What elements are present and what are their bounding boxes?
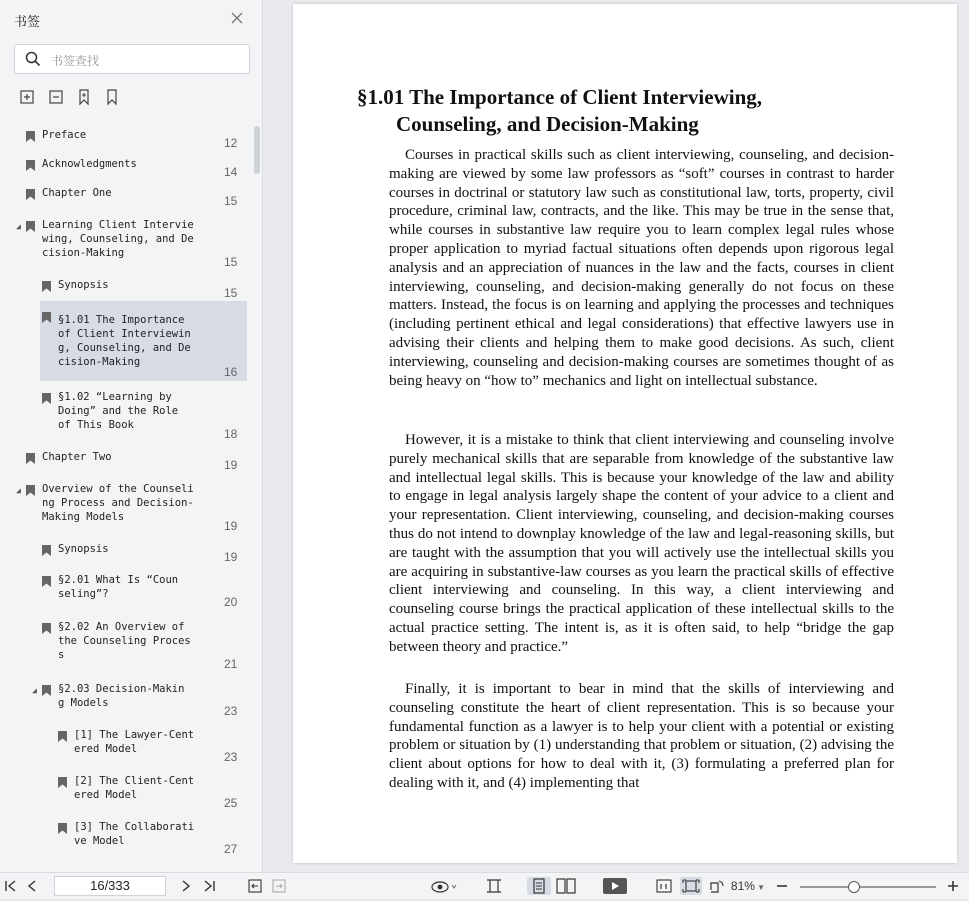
sidebar-title: 书签 <box>14 15 41 30</box>
bookmark-flag-icon <box>42 685 51 696</box>
bookmark-label: Overview of the Counseli ng Process and Decision- Making Models <box>42 483 194 523</box>
bookmark-list <box>0 120 252 872</box>
bookmark-item[interactable] <box>42 620 246 672</box>
single-page-scroll-icon[interactable] <box>485 877 503 895</box>
bookmark-label: Preface <box>42 129 87 141</box>
bookmark-page: 15 <box>224 286 238 300</box>
fit-page-icon <box>680 877 702 895</box>
bookmark-flag-icon <box>42 545 51 556</box>
actual-size-icon[interactable] <box>656 877 672 895</box>
bookmark-page: 12 <box>224 136 238 150</box>
bookmark-page: 25 <box>224 796 238 810</box>
bookmark-item[interactable] <box>16 482 246 534</box>
single-page-button[interactable] <box>527 877 551 895</box>
zoom-out-icon[interactable] <box>775 877 789 895</box>
play-slideshow-icon[interactable] <box>602 877 628 895</box>
bookmark-flag-icon <box>26 131 35 142</box>
bookmark-item[interactable] <box>42 542 246 566</box>
document-page <box>293 4 957 863</box>
bookmark-label: Synopsis <box>58 279 109 291</box>
paragraph-3: Finally, it is important to bear in mind that the skills of interviewing and counseling constitute the heart of client representation. This is so because your fundamental function as a lawyer is to help your client with a potential or existing problem or situation by (1) understanding that problem or situation, (2) advising the client about options for how to deal with it, (3) formulating a preferred plan for dealing with it, and (4) implementing that <box>389 681 894 791</box>
zoom-level-select[interactable] <box>728 877 768 895</box>
previous-page-icon[interactable] <box>26 877 38 895</box>
collapse-all-icon[interactable] <box>47 88 65 106</box>
bookmark-flag-icon <box>58 777 67 788</box>
bookmark-item-selected[interactable] <box>40 301 247 381</box>
search-icon <box>25 51 41 67</box>
heading-line-2: Counseling, and Decision-Making <box>396 112 699 136</box>
paragraph-2: However, it is a mistake to think that client interviewing and counseling involve purely mechanical skills that are separable from knowledge of the substantive law and intellectual legal skills. This is because your knowledge of the law and ability to engage in legal analysis largely shape the content of your advice to a client and your representation. Client interviewing, counseling, and decision-making courses thus do not intend to downplay knowledge of the law and legal-reasoning skills, but are taught with the assumption that you will actively use the intellectual skills you are acquiring in substantive-law courses as you learn the practical skills of effective client interviewing and counseling. In this way, a client interviewing and counseling course brings the practical application of these intellectual skills to the actual practice setting. The intent is, as it is often said, to help “bridge the gap between theory and practice.” <box>389 432 894 655</box>
first-page-icon[interactable] <box>4 877 18 895</box>
search-placeholder: 书签查找 <box>51 54 100 68</box>
bookmark-label: [3] The Collaborati ve Model <box>74 821 195 847</box>
collapse-arrow-icon[interactable]: ◢ <box>16 222 21 231</box>
bookmark-flag-icon <box>42 312 51 323</box>
section-heading <box>357 84 897 138</box>
bookmark-label: §2.03 Decision-Makin g Models <box>58 683 185 709</box>
two-page-icon[interactable] <box>556 877 576 895</box>
single-page-icon <box>527 877 551 895</box>
zoom-slider-track[interactable] <box>800 886 936 888</box>
bookmark-item[interactable] <box>58 820 246 858</box>
rotate-icon[interactable] <box>708 877 726 895</box>
bookmark-item[interactable] <box>42 278 246 302</box>
bookmark-icon[interactable] <box>103 88 121 106</box>
bookmark-page: 15 <box>224 255 238 269</box>
back-icon[interactable] <box>247 877 263 895</box>
chevron-down-icon: ▼ <box>754 883 766 892</box>
bookmark-label: §2.01 What Is “Coun seling”? <box>58 574 179 600</box>
bookmark-page: 27 <box>224 842 238 856</box>
bookmark-search-input[interactable] <box>14 44 250 74</box>
bookmark-item[interactable] <box>42 573 246 611</box>
page-number-input[interactable]: 16/333 <box>54 876 166 896</box>
eye-care-icon[interactable] <box>430 877 458 895</box>
bookmark-label: §1.01 The Importance of Client Interviewin g, Counseling, and De cision-Making <box>58 314 191 368</box>
heading-line-1: §1.01 The Importance of Client Interviewing, <box>357 85 762 109</box>
bookmark-flag-icon <box>42 393 51 404</box>
bookmark-label: Acknowledgments <box>42 158 137 170</box>
bookmark-page: 20 <box>224 595 238 609</box>
bookmark-page: 14 <box>224 165 238 179</box>
collapse-arrow-icon[interactable]: ◢ <box>32 686 37 695</box>
bookmark-label: Chapter One <box>42 187 112 199</box>
fit-page-button[interactable] <box>680 877 702 895</box>
bottom-toolbar <box>0 872 969 899</box>
bookmark-sidebar <box>0 0 263 872</box>
bookmark-page: 21 <box>224 657 238 671</box>
bookmark-label: §2.02 An Overview of the Counseling Proces s <box>58 621 191 661</box>
add-bookmark-icon[interactable] <box>75 88 93 106</box>
bookmark-label: [1] The Lawyer-Cent ered Model <box>74 729 195 755</box>
zoom-slider-handle[interactable] <box>848 881 860 893</box>
bookmark-flag-icon <box>58 731 67 742</box>
collapse-arrow-icon[interactable]: ◢ <box>16 486 21 495</box>
bookmark-label: Synopsis <box>58 543 109 555</box>
bookmark-page: 18 <box>224 427 238 441</box>
next-page-icon[interactable] <box>180 877 192 895</box>
bookmark-flag-icon <box>42 623 51 634</box>
bookmark-page: 23 <box>224 704 238 718</box>
bookmark-flag-icon <box>42 281 51 292</box>
bookmark-item[interactable] <box>26 157 246 181</box>
expand-all-icon[interactable] <box>18 88 36 106</box>
bookmark-flag-icon <box>42 576 51 587</box>
bookmark-label: Chapter Two <box>42 451 112 463</box>
bookmark-item[interactable] <box>32 682 246 720</box>
paragraph-1: Courses in practical skills such as client interviewing, counseling, and decision-making are viewed by some law professors as “soft” courses in contrast to harder courses in doctrinal or statutory law such as constitutional law, torts, property, civil procedure, criminal law, contracts, and the like. This may be true in the sense that, while courses in substantive law require you to learn complex legal rules whose proper application to myriad factual situations often depends upon rigorous legal analysis and an appreciation of nuances in the law and the facts, courses in client interviewing, counseling, and decision-making generally do not focus on these matters. Instead, the focus is on learning and applying the processes and techniques (including pertinent ethical and legal considerations) that effective lawyers use in advising their clients and helping them to make good decisions. As such, client interviewing, counseling and decision-making courses are sometimes thought of as being heavy on “how to” mechanics and light on intellectual substance. <box>389 147 894 389</box>
bookmark-label: §1.02 “Learning by Doing” and the Role of This Book <box>58 391 179 431</box>
bookmark-flag-icon <box>26 221 35 232</box>
bookmark-item[interactable] <box>26 128 246 152</box>
bookmark-item[interactable] <box>42 390 246 442</box>
bookmark-page: 15 <box>224 194 238 208</box>
bookmark-item[interactable] <box>16 218 246 270</box>
bookmark-page: 23 <box>224 750 238 764</box>
bookmark-page: 19 <box>224 458 238 472</box>
bookmark-item[interactable] <box>26 450 246 474</box>
bookmark-page: 19 <box>224 550 238 564</box>
bookmark-item[interactable] <box>26 186 246 210</box>
forward-icon[interactable] <box>271 877 287 895</box>
bookmark-flag-icon <box>26 453 35 464</box>
bookmark-flag-icon <box>58 823 67 834</box>
bookmark-flag-icon <box>26 160 35 171</box>
bookmark-page: 19 <box>224 519 238 533</box>
bookmark-item[interactable] <box>58 774 246 812</box>
bookmark-flag-icon <box>26 189 35 200</box>
document-viewport[interactable] <box>264 0 969 872</box>
bookmark-flag-icon <box>26 485 35 496</box>
bookmark-page: 16 <box>224 365 238 379</box>
close-icon[interactable] <box>229 10 245 26</box>
zoom-in-icon[interactable] <box>946 877 960 895</box>
sidebar-scrollbar[interactable] <box>254 126 260 174</box>
bookmark-label: [2] The Client-Cent ered Model <box>74 775 195 801</box>
bookmark-item[interactable] <box>58 728 246 766</box>
bookmark-label: Learning Client Intervie wing, Counseling, and De cision-Making <box>42 219 194 259</box>
last-page-icon[interactable] <box>202 877 216 895</box>
zoom-level-value: 81% <box>730 879 755 893</box>
